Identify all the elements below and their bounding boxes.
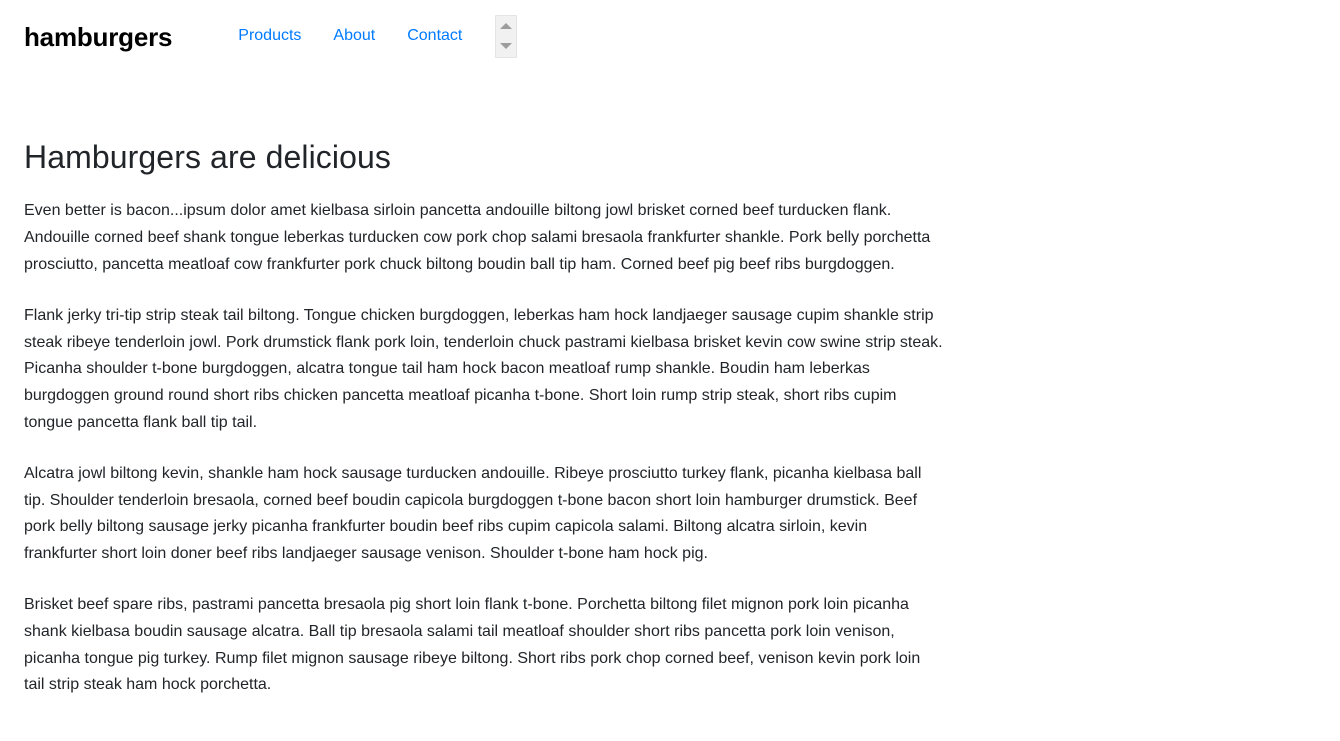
paragraph-4: Brisket beef spare ribs, pastrami pancetta bresaola pig short loin flank t-bone. Porchetta biltong filet mignon pork loin picanha shank kielbasa boudin sausage alcatra. Ball tip bresaola salami tail meatloaf shoulder short ribs pancetta pork loin venison, picanha tongue pig turkey. Rump filet mignon sausage ribeye biltong. Short ribs pork chop corned beef, venison kevin pork loin tail strip steak ham hock porchetta. xyxy=(24,595,921,694)
nav-item-products xyxy=(222,20,317,52)
navbar-nav xyxy=(222,20,478,52)
article-body xyxy=(24,176,944,699)
page-title: Hamburgers are delicious xyxy=(24,139,392,175)
navbar-brand[interactable]: hamburgers xyxy=(24,21,173,52)
nav-link-contact[interactable]: Contact xyxy=(407,27,463,44)
triangle-up-icon[interactable] xyxy=(500,23,512,29)
main-content xyxy=(0,72,968,699)
nav-link-products[interactable]: Products xyxy=(238,27,302,44)
spinner-stepper[interactable] xyxy=(495,15,517,58)
navbar xyxy=(0,0,1340,72)
triangle-down-icon[interactable] xyxy=(500,43,512,49)
paragraph-1: Even better is bacon...ipsum dolor amet kielbasa sirloin pancetta andouille biltong jowl brisket corned beef turducken flank. Andouille corned beef shank tongue leberkas turducken cow pork chop salami bresaola frankfurter shankle. Pork belly porchetta prosciutto, pancetta meatloaf cow frankfurter pork chuck biltong boudin ball tip ham. Corned beef pig beef ribs burgdoggen. xyxy=(24,202,931,273)
paragraph-3: Alcatra jowl biltong kevin, shankle ham hock sausage turducken andouille. Ribeye prosciutto turkey flank, picanha kielbasa ball tip. Shoulder tenderloin bresaola, corned beef boudin capicola burgdoggen t-bone bacon short loin hamburger drumstick. Beef pork belly biltong sausage jerky picanha frankfurter boudin beef ribs cupim capicola salami. Biltong alcatra sirloin, kevin frankfurter short loin doner beef ribs landjaeger sausage venison. Shoulder t-bone ham hock pig. xyxy=(24,464,922,563)
nav-item-contact xyxy=(391,20,478,52)
paragraph-2: Flank jerky tri-tip strip steak tail biltong. Tongue chicken burgdoggen, leberkas ham hock landjaeger sausage cupim shankle strip steak ribeye tenderloin jowl. Pork drumstick flank pork loin, tenderloin chuck pastrami kielbasa brisket kevin cow swine strip steak. Picanha shoulder t-bone burgdoggen, alcatra tongue tail ham hock bacon meatloaf rump shankle. Boudin ham leberkas burgdoggen ground round short ribs chicken pancetta meatloaf picanha t-bone. Short loin rump strip steak, short ribs cupim tongue pancetta flank ball tip tail. xyxy=(24,306,943,431)
nav-item-about xyxy=(317,20,391,52)
nav-link-about[interactable]: About xyxy=(333,27,376,44)
